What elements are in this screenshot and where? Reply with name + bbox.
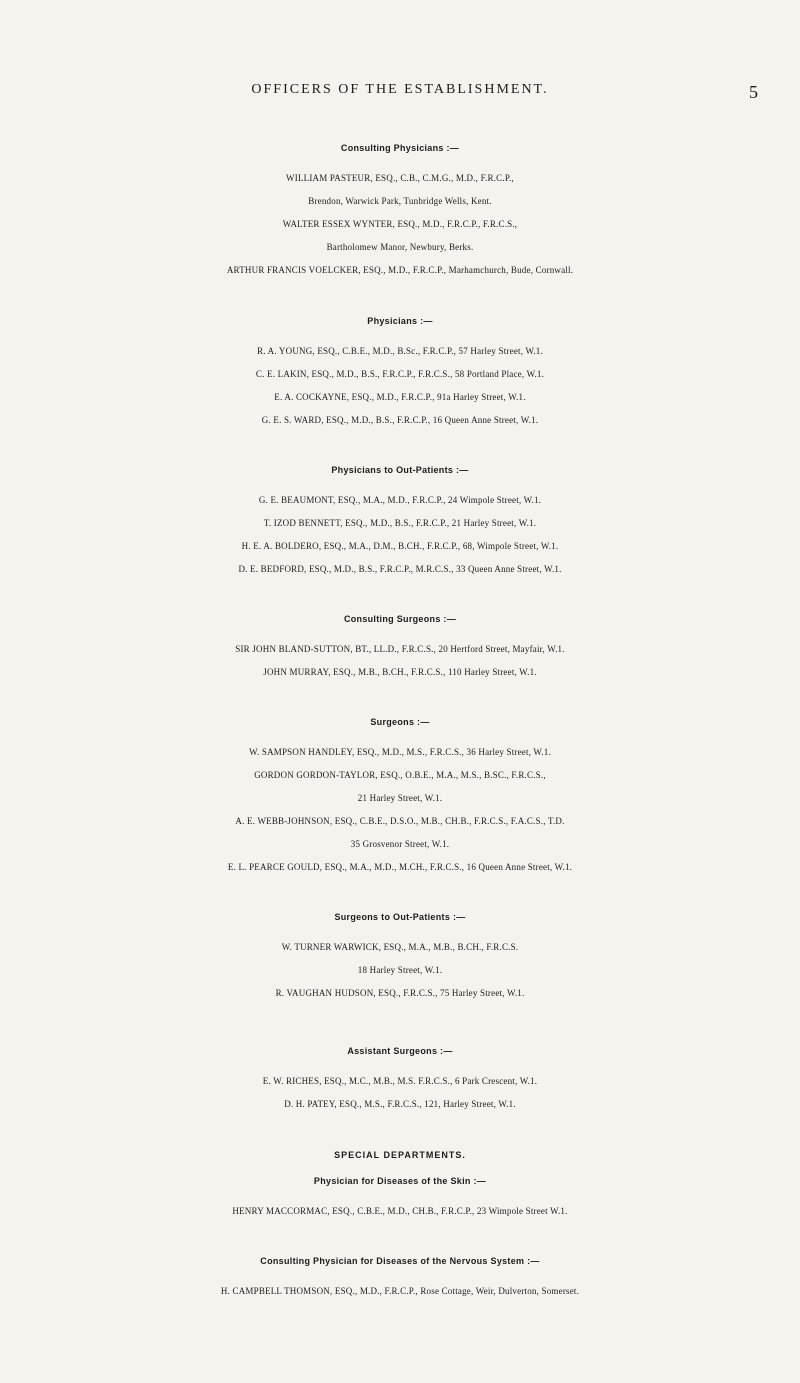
skin-physician-heading: Physician for Diseases of the Skin :— (313, 1176, 487, 1186)
assistant-surgeons-heading: Assistant Surgeons :— (347, 1046, 453, 1056)
entry-line: 21 Harley Street, W.1. (357, 793, 443, 803)
special-departments-heading: SPECIAL DEPARTMENTS. (334, 1150, 466, 1160)
entry-line: JOHN MURRAY, ESQ., M.B., B.CH., F.R.C.S., 110 Harley Street, W.1. (263, 667, 537, 677)
entry-line: E. A. COCKAYNE, ESQ., M.D., F.R.C.P., 91a Harley Street, W.1. (274, 392, 526, 402)
entry-line: H. CAMPBELL THOMSON, ESQ., M.D., F.R.C.P., Rose Cottage, Weir, Dulverton, Somerset. (220, 1286, 580, 1296)
entry-line: D. H. PATEY, ESQ., M.S., F.R.C.S., 121, Harley Street, W.1. (284, 1099, 516, 1109)
entry-line: GORDON GORDON-TAYLOR, ESQ., O.B.E., M.A., M.S., B.SC., F.R.C.S., (254, 770, 546, 780)
entry-line: C. E. LAKIN, ESQ., M.D., B.S., F.R.C.P., F.R.C.S., 58 Portland Place, W.1. (255, 369, 545, 379)
entry-line: G. E. S. WARD, ESQ., M.D., B.S., F.R.C.P., 16 Queen Anne Street, W.1. (261, 415, 539, 425)
entry-line: W. SAMPSON HANDLEY, ESQ., M.D., M.S., F.R.C.S., 36 Harley Street, W.1. (249, 747, 551, 757)
entry-line: D. E. BEDFORD, ESQ., M.D., B.S., F.R.C.P., M.R.C.S., 33 Queen Anne Street, W.1. (238, 564, 562, 574)
running-title: OFFICERS OF THE ESTABLISHMENT. (251, 82, 549, 97)
entry-line: WALTER ESSEX WYNTER, ESQ., M.D., F.R.C.P., F.R.C.S., (282, 219, 518, 229)
surgeons-out-patients-heading: Surgeons to Out-Patients :— (334, 912, 466, 922)
physicians-out-patients-heading: Physicians to Out-Patients :— (331, 465, 469, 475)
entry-line: T. IZOD BENNETT, ESQ., M.D., B.S., F.R.C.P., 21 Harley Street, W.1. (263, 518, 537, 528)
entry-line: E. L. PEARCE GOULD, ESQ., M.A., M.D., M.CH., F.R.C.S., 16 Queen Anne Street, W.1. (227, 862, 573, 872)
consulting-surgeons-heading: Consulting Surgeons :— (343, 614, 457, 624)
entry-line: 18 Harley Street, W.1. (357, 965, 443, 975)
entry-line: H. E. A. BOLDERO, ESQ., M.A., D.M., B.CH., F.R.C.P., 68, Wimpole Street, W.1. (241, 541, 559, 551)
entry-line: Bartholomew Manor, Newbury, Berks. (326, 242, 474, 252)
entry-line: SIR JOHN BLAND-SUTTON, BT., LL.D., F.R.C.S., 20 Hertford Street, Mayfair, W.1. (235, 644, 565, 654)
entry-line: G. E. BEAUMONT, ESQ., M.A., M.D., F.R.C.P., 24 Wimpole Street, W.1. (258, 495, 542, 505)
entry-line: E. W. RICHES, ESQ., M.C., M.B., M.S. F.R.C.S., 6 Park Crescent, W.1. (262, 1076, 538, 1086)
nervous-system-physician-heading: Consulting Physician for Diseases of the Nervous System :— (260, 1256, 540, 1266)
entry-line: R. A. YOUNG, ESQ., C.B.E., M.D., B.Sc., F.R.C.P., 57 Harley Street, W.1. (257, 346, 543, 356)
entry-line: R. VAUGHAN HUDSON, ESQ., F.R.C.S., 75 Harley Street, W.1. (275, 988, 525, 998)
physicians-heading: Physicians :— (367, 316, 433, 326)
entry-line: A. E. WEBB-JOHNSON, ESQ., C.B.E., D.S.O., M.B., CH.B., F.R.C.S., F.A.C.S., T.D. (235, 816, 565, 826)
consulting-physicians-heading: Consulting Physicians :— (340, 143, 460, 153)
entry-line: 35 Grosvenor Street, W.1. (350, 839, 450, 849)
surgeons-heading: Surgeons :— (370, 717, 430, 727)
entry-line: WILLIAM PASTEUR, ESQ., C.B., C.M.G., M.D., F.R.C.P., (286, 173, 514, 183)
entry-line: W. TURNER WARWICK, ESQ., M.A., M.B., B.CH., F.R.C.S. (281, 942, 519, 952)
entry-line: Brendon, Warwick Park, Tunbridge Wells, Kent. (308, 196, 492, 206)
page-number: 5 (749, 82, 758, 102)
entry-line: HENRY MACCORMAC, ESQ., C.B.E., M.D., CH.B., F.R.C.P., 23 Wimpole Street W.1. (232, 1206, 568, 1216)
entry-line: ARTHUR FRANCIS VOELCKER, ESQ., M.D., F.R.C.P., Marhamchurch, Bude, Cornwall. (226, 265, 574, 275)
